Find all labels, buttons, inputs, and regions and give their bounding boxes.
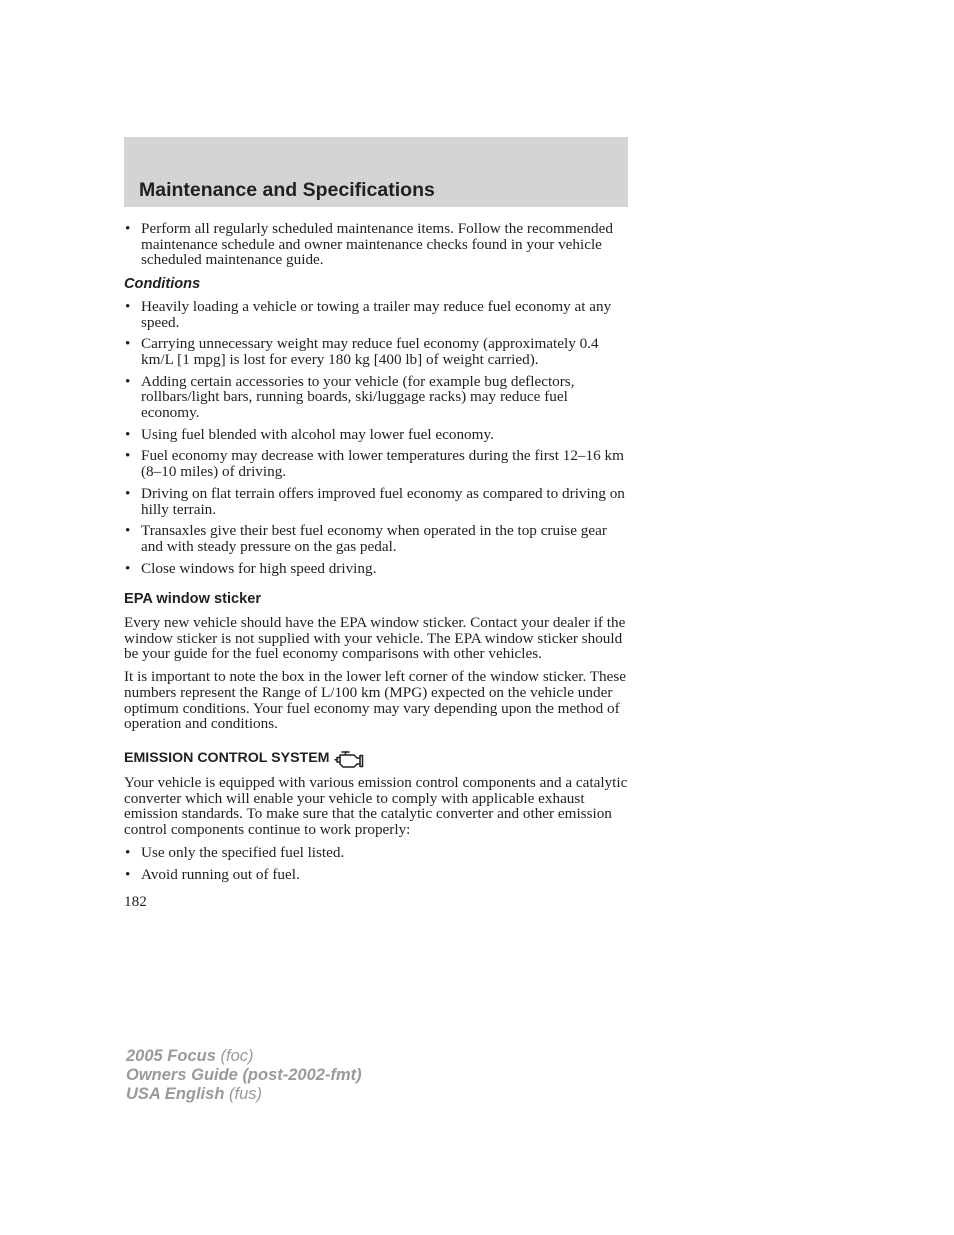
footer-line-3 xyxy=(126,1085,362,1104)
emission-bullet-list xyxy=(124,845,630,882)
footer-model: 2005 Focus xyxy=(126,1047,216,1065)
section-header xyxy=(124,137,628,207)
list-item: • Fuel economy may decrease with lower temperatures during the first 12–16 km (8–10 miles) of driving. xyxy=(125,447,624,481)
page-number: 182 xyxy=(124,893,147,911)
bullet-dot: • xyxy=(125,220,131,237)
epa-paragraph-2: It is important to note the box in the lower left corner of the window sticker. These numbers represent the Range of L/100 km (MPG) expected on the vehicle under optimum conditions. Your fuel economy may vary depending upon the method of operation and conditions. xyxy=(124,668,627,733)
epa-paragraph-1: Every new vehicle should have the EPA window sticker. Contact your dealer if the window sticker is not supplied with your vehicle. The EPA window sticker should be your guide for the fuel economy comparisons with other vehicles. xyxy=(124,614,626,663)
emission-heading xyxy=(124,749,630,769)
footer-line-2 xyxy=(126,1066,362,1085)
document-footer xyxy=(126,1047,362,1104)
bullet-dot: • xyxy=(125,372,131,390)
list-item: • Use only the specified fuel listed. xyxy=(125,843,345,861)
bullet-dot: • xyxy=(125,297,131,315)
list-item: • Transaxles give their best fuel economy when operated in the top cruise gear and with steady pressure on the gas pedal. xyxy=(125,522,607,555)
list-item: • Perform all regularly scheduled maintenance items. Follow the recommended maintenance schedule and owner maintenance checks found in your vehicle scheduled maintenance guide. xyxy=(125,220,613,269)
epa-heading: EPA window sticker xyxy=(124,591,262,608)
list-item: • Using fuel blended with alcohol may lower fuel economy. xyxy=(125,425,494,443)
page-content xyxy=(124,221,630,910)
footer-language: USA English xyxy=(126,1085,225,1103)
intro-bullet-list xyxy=(124,221,630,268)
bullet-dot: • xyxy=(125,559,131,577)
bullet-dot: • xyxy=(125,425,131,443)
list-item: • Avoid running out of fuel. xyxy=(125,865,300,883)
bullet-dot: • xyxy=(125,447,131,465)
emission-paragraph: Your vehicle is equipped with various emission control components and a catalytic converter which will enable your vehicle to comply with applicable exhaust emission standards. To make sure that the catalytic converter and other emission control components continue to work properly: xyxy=(124,773,628,839)
footer-guide: Owners Guide (post-2002-fmt) xyxy=(126,1066,362,1084)
bullet-dot: • xyxy=(125,865,131,883)
list-item: • Heavily loading a vehicle or towing a trailer may reduce fuel economy at any speed. xyxy=(125,297,612,331)
conditions-heading: Conditions xyxy=(124,276,201,293)
footer-language-code: (fus) xyxy=(229,1085,262,1103)
list-item: • Adding certain accessories to your vehicle (for example bug deflectors, rollbars/light bars, running boards, ski/luggage racks) may reduce fuel economy. xyxy=(125,372,575,422)
list-item: • Carrying unnecessary weight may reduce fuel economy (approximately 0.4 km/L [1 mpg] is lost for every 180 kg [400 lb] of weight carried). xyxy=(125,335,599,368)
section-title: Maintenance and Specifications xyxy=(139,179,435,201)
bullet-dot: • xyxy=(125,522,131,540)
bullet-dot: • xyxy=(125,335,131,353)
footer-model-code: (foc) xyxy=(220,1047,254,1065)
footer-line-1 xyxy=(126,1047,362,1066)
emission-heading-text: EMISSION CONTROL SYSTEM xyxy=(124,750,330,767)
list-item: • Close windows for high speed driving. xyxy=(125,559,377,577)
bullet-dot: • xyxy=(125,843,131,861)
list-item: • Driving on flat terrain offers improved fuel economy as compared to driving on hilly terrain. xyxy=(125,484,625,518)
bullet-dot: • xyxy=(125,484,131,502)
engine-icon xyxy=(334,749,364,769)
conditions-bullet-list xyxy=(124,299,630,577)
